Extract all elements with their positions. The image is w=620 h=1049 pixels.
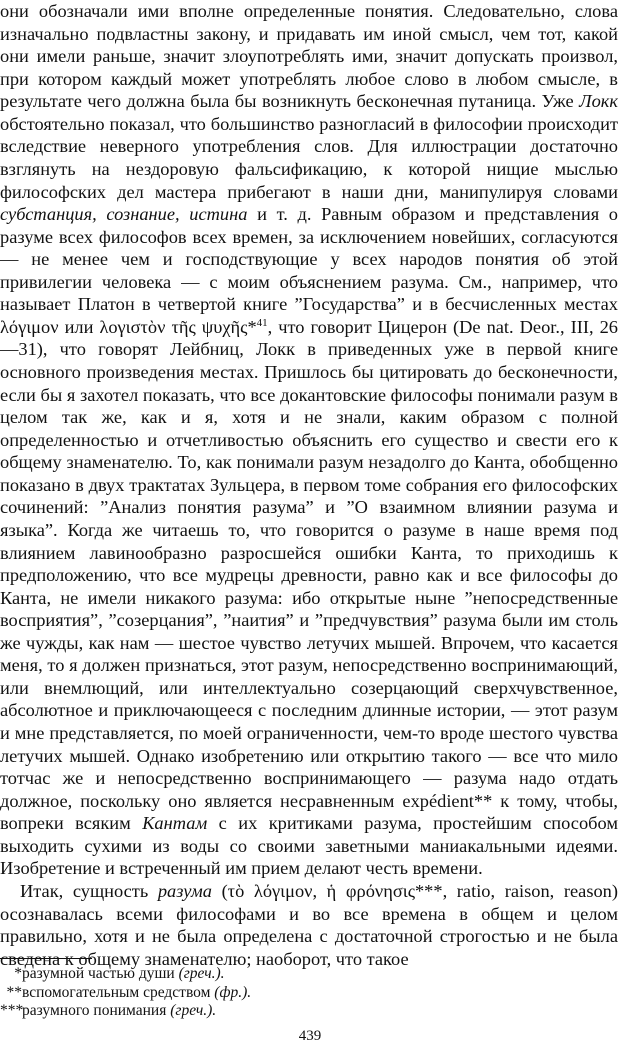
footnote-source: (фр.). [214,983,252,1001]
footnote-divider [0,958,92,959]
italic-term-reason: разума [157,880,212,901]
page-number: 439 [298,1028,322,1044]
footnote-text: разумной частью души [22,965,179,982]
text-run: с их критиками разума, простейшим способом выходить сухими из воды со своими заветными маниакальными идеями. Изобретение и встреченный им прием делают честь времени. [0,813,618,879]
italic-terms: субстанция, сознание, истина [0,204,248,225]
paragraph [0,880,618,970]
italic-name-kant: Кантам [142,813,208,834]
footnotes [0,965,252,1021]
footnote-source: (греч.). [178,965,225,982]
text-run: и т. д. Равным образом и представления о разуме всех философов всех времен, за исключением новейших, согласуются — не менее чем и господствующие у всех народов понятия об этой привилегии человека — с моим объяснением разума. См., например, что называет Платон в четвертой книге ”Государства” и в бесчисленных местах λόγιμον или λογιστὸν τῆς ψυχῆς* [0,204,618,337]
italic-name-locke: Локк [579,91,618,112]
footnote [6,983,252,1003]
footnote-source: (греч.). [170,1002,217,1019]
text-run: обстоятельно показал, что большинство разногласий в философии происходит вследствие неверного употребления слов. Для иллюстрации достаточно взглянуть на нездоровую фальсификацию, к которой нищие мыслью философских дел мастера прибегают в наши дни, манипулируя словами [0,113,618,202]
note-reference: 41 [256,316,268,329]
text-run: (τὸ λόγιμον, ἡ φρόνησις***, ratio, raison, reason) осознавалась всеми философами и во все времена в общем и целом правильно, хотя и не была определена с достаточной строгостью и не была сведена к общему знаменателю; наоборот, что такое [0,880,619,969]
footnote-mark: * [14,965,22,982]
footnote [14,965,251,984]
text-run: Итак, сущность [20,880,158,901]
footnote [0,1002,251,1021]
footnote-mark: ** [6,983,22,1001]
footnote-text: вспомогательным средством [22,983,215,1001]
text-run: , что говорит Цицерон (De nat. Deor., III, 26—31), что говорят Лейбниц, Локк в приведенных уже в первой книге основного произведения местах. Пришлось бы цитировать до бесконечности, если бы я захотел показать, что все докантовские философы понимали разум в целом так же, как и я, хотя и не знали, каким образом с полной определенностью и отчетливостью объяснить его существо и свести его к общему знаменателю. То, как понимали разум незадолго до Канта, обобщенно показано в двух трактатах Зульцера, в первом томе собрания его философских сочинений: ”Анализ понятия разума” и ”О взаимном влиянии разума и языка”. Когда же читаешь то, что говорится о разуме в наше время под влиянием лавинообразно разросшейся ошибки Канта, то приходишь к предположению, что все мудрецы древности, равно как и все философы до Канта, не имели никакого разума: ибо открытые ныне ”непосредственные восприятия”, ”созерцания”, ”наития” и ”предчувствия” разума были им столь же чужды, как нам — шестое чувство летучих мышей. Впрочем, что касается меня, то я должен признаться, этот разум, непосредственно воспринимающий, или внемлющий, или интеллектуально созерцающий сверхчувственное, абсолютное и приключающееся с последним длинные истории, — этот разум и мне представляется, по моей ограниченности, чем-то вроде шестого чувства летучих мышей. Однако изобретению или открытию такого — все что мило тотчас же и непосредственно воспринимающего — разума надо отдать должное, поскольку оно является несравненным expédient** к тому, чтобы, вопреки всяким [0,316,618,834]
footnote-mark: *** [0,1002,24,1019]
text-run: они обозначали ими вполне определенные понятия. Следовательно, слова изначально подвластны закону, и придавать им иной смысл, чем тот, какой они имели раньше, значит злоупотреблять ими, значит допускать произвол, при котором каждый может употреблять любое слово в любом смысле, в результате чего должна была бы возникнуть бесконечная путаница. Уже [0,1,618,112]
footnote-text: разумного понимания [22,1002,171,1019]
